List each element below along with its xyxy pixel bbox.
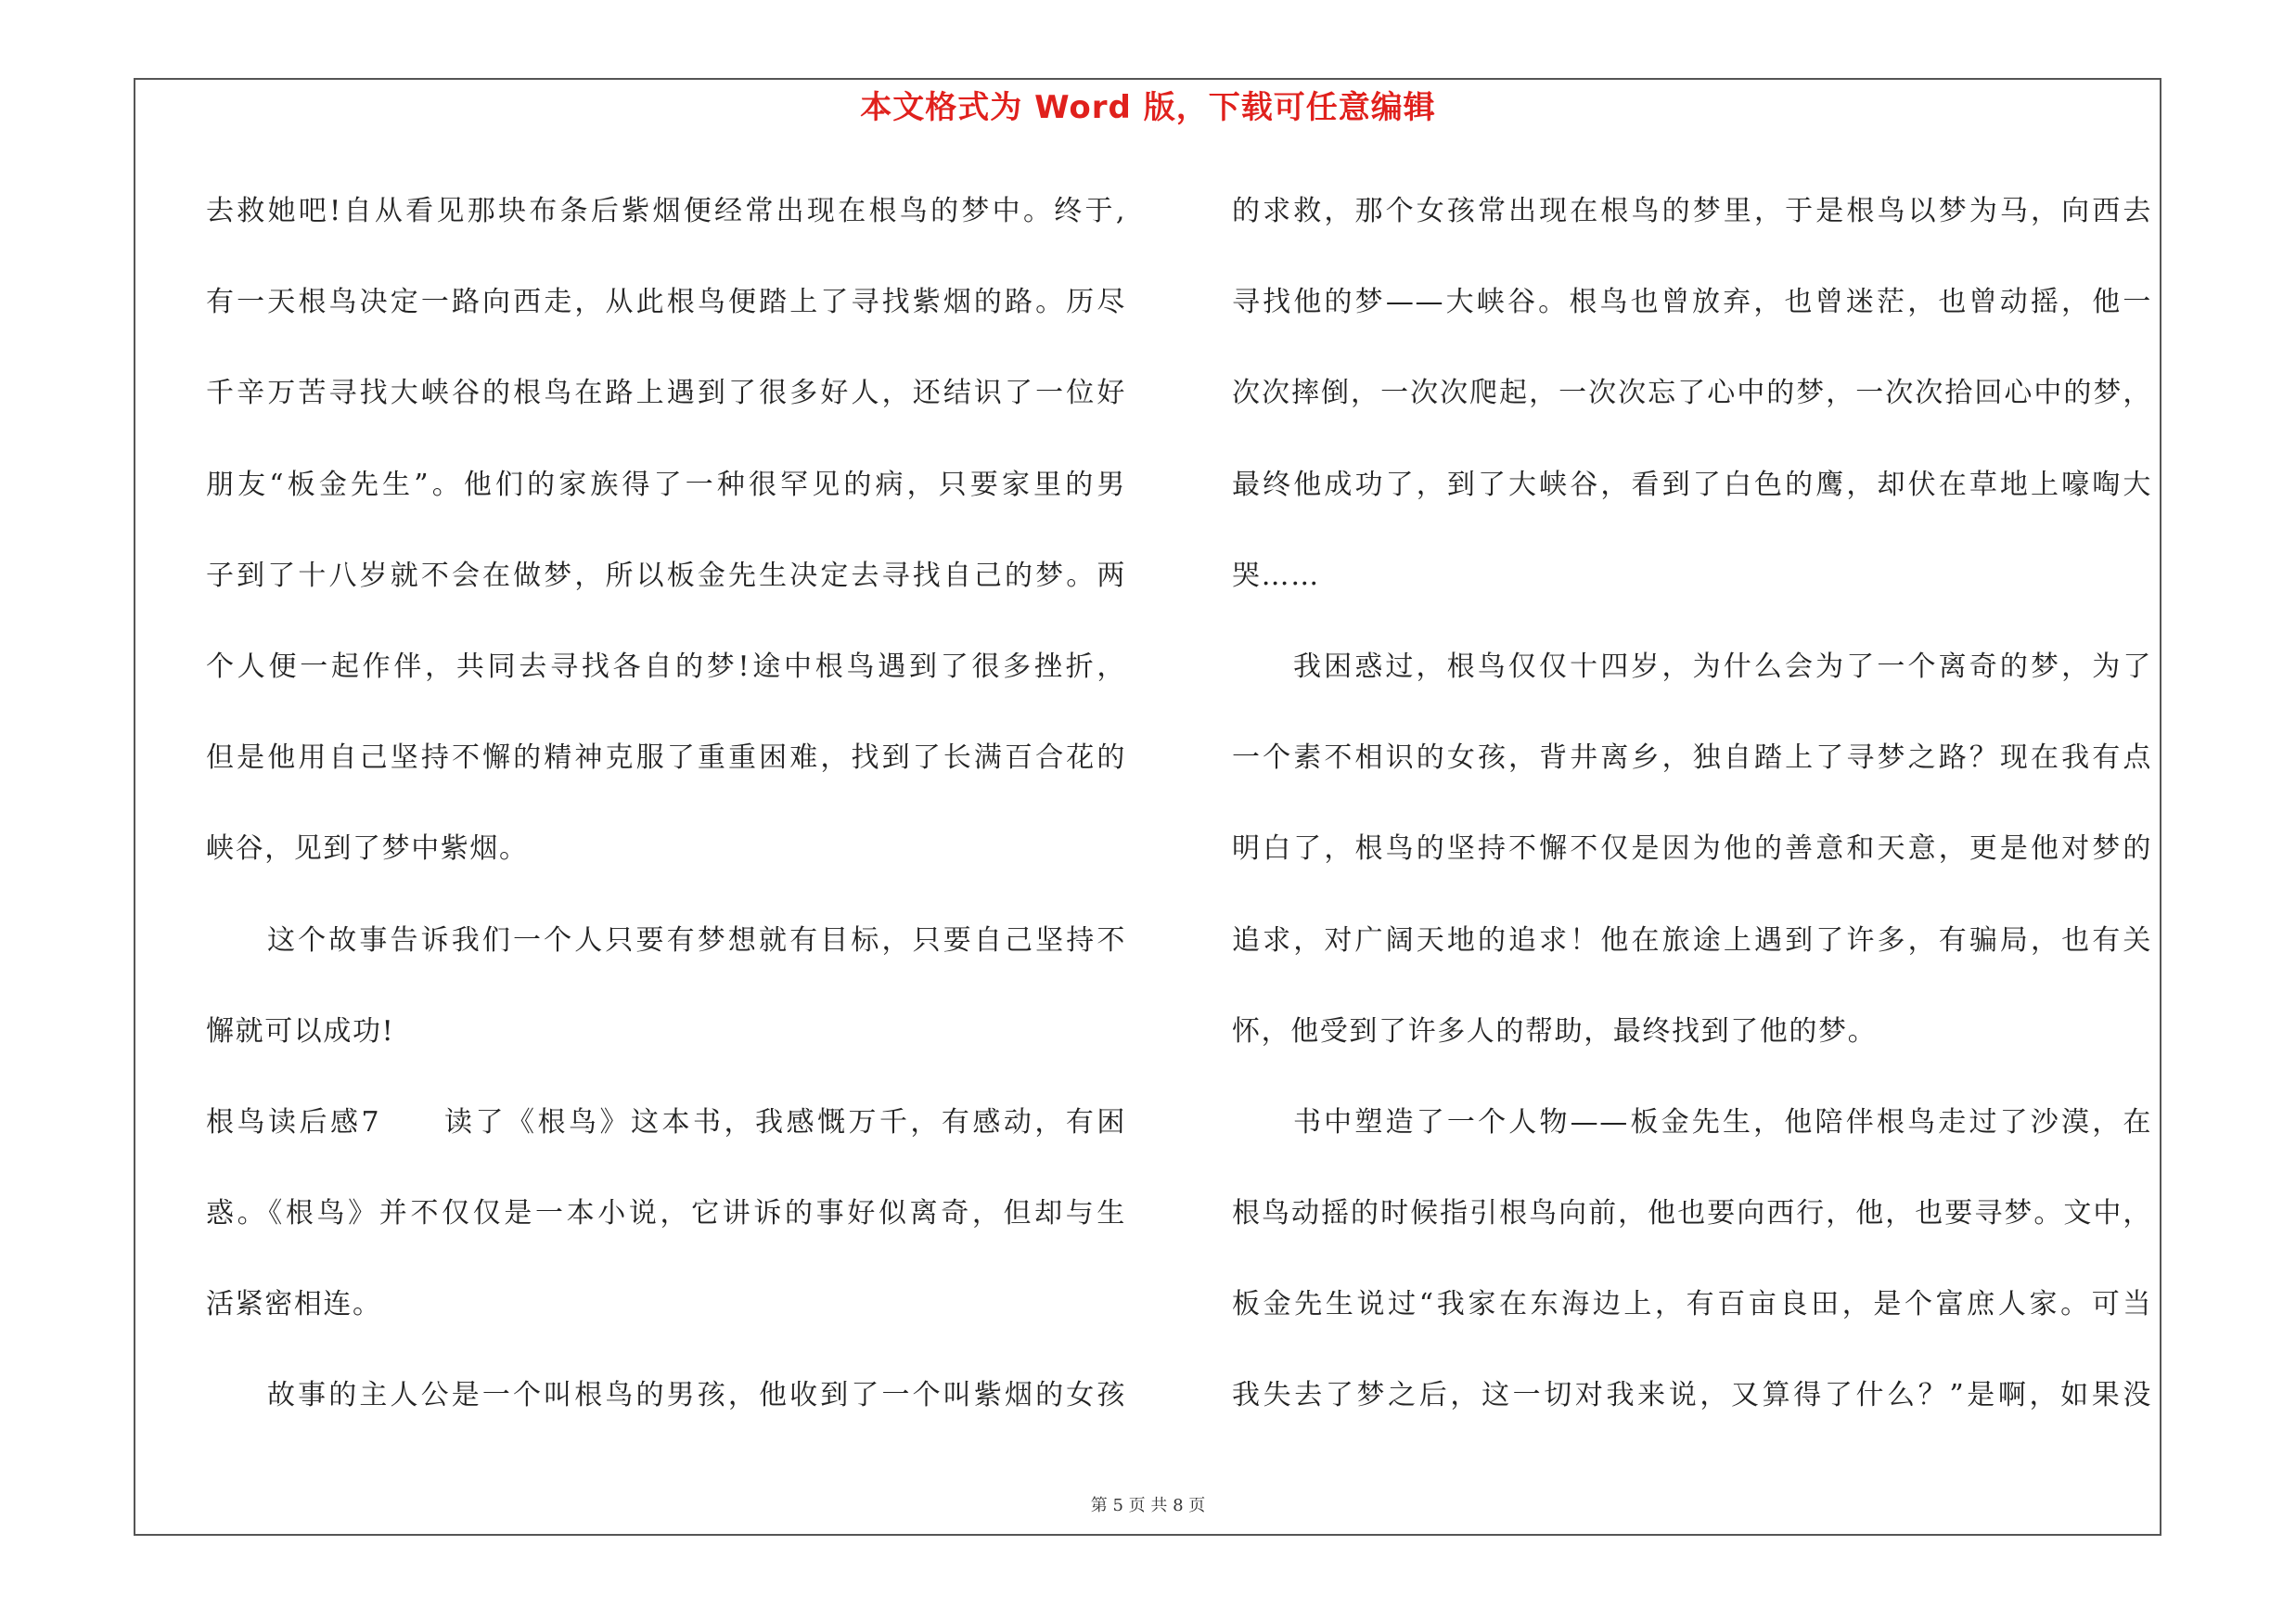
- left-text-column: [206, 182, 1126, 1458]
- text-line: 最终他成功了，到了大峡谷，看到了白色的鹰，却伏在草地上嚎啕大: [1232, 468, 2152, 501]
- text-line: 朋友“板金先生”。他们的家族得了一种很罕见的病，只要家里的男: [206, 468, 1126, 501]
- text-line: 明白了，根鸟的坚持不懈不仅是因为他的善意和天意，更是他对梦的: [1232, 832, 2152, 866]
- text-line: 寻找他的梦——大峡谷。根鸟也曾放弃，也曾迷茫，也曾动摇，他一: [1232, 286, 2152, 319]
- text-line: 根鸟动摇的时候指引根鸟向前，他也要向西行，他，也要寻梦。文中，: [1232, 1197, 2152, 1230]
- text-line: 峡谷，见到了梦中紫烟。: [206, 832, 529, 866]
- text-line: 哭……: [1232, 559, 1320, 592]
- text-line: 懈就可以成功!: [206, 1014, 395, 1048]
- text-line: 次次摔倒，一次次爬起，一次次忘了心中的梦，一次次拾回心中的梦，: [1232, 377, 2152, 410]
- text-line: 书中塑造了一个人物——板金先生，他陪伴根鸟走过了沙漠，在: [1293, 1105, 2152, 1139]
- text-line: 的求救，那个女孩常出现在根鸟的梦里，于是根鸟以梦为马，向西去: [1232, 195, 2152, 227]
- text-line: 我困惑过，根鸟仅仅十四岁，为什么会为了一个离奇的梦，为了: [1293, 650, 2152, 683]
- text-line: 去救她吧!自从看见那块布条后紫烟便经常出现在根鸟的梦中。终于,: [206, 195, 1126, 227]
- page-number-footer: 第 5 页 共 8 页: [1090, 1496, 1206, 1515]
- text-line: 根鸟读后感7 读了《根鸟》这本书，我感慨万千，有感动，有困: [206, 1105, 1126, 1139]
- text-line: 追求，对广阔天地的追求！他在旅途上遇到了许多，有骗局，也有关: [1232, 923, 2152, 957]
- right-text-column: [1232, 182, 2152, 1458]
- text-line: 千辛万苦寻找大峡谷的根鸟在路上遇到了很多好人，还结识了一位好: [206, 377, 1126, 410]
- text-line: 这个故事告诉我们一个人只要有梦想就有目标，只要自己坚持不: [267, 923, 1126, 957]
- format-banner: 本文格式为 Word 版，下载可任意编辑: [860, 89, 1436, 126]
- text-line: 有一天根鸟决定一路向西走，从此根鸟便踏上了寻找紫烟的路。历尽: [206, 286, 1126, 319]
- text-line: 我失去了梦之后，这一切对我来说，又算得了什么？”是啊，如果没: [1232, 1379, 2152, 1412]
- text-line: 活紧密相连。: [206, 1288, 382, 1321]
- text-line: 怀，他受到了许多人的帮助，最终找到了他的梦。: [1232, 1014, 1878, 1048]
- text-line: 板金先生说过“我家在东海边上，有百亩良田，是个富庶人家。可当: [1232, 1288, 2152, 1321]
- text-line: 但是他用自己坚持不懈的精神克服了重重困难，找到了长满百合花的: [206, 741, 1126, 775]
- text-line: 一个素不相识的女孩，背井离乡，独自踏上了寻梦之路？现在我有点: [1232, 741, 2152, 775]
- text-line: 惑。《根鸟》并不仅仅是一本小说，它讲诉的事好似离奇，但却与生: [206, 1197, 1126, 1230]
- text-line: 子到了十八岁就不会在做梦，所以板金先生决定去寻找自己的梦。两: [206, 559, 1126, 592]
- text-line: 故事的主人公是一个叫根鸟的男孩，他收到了一个叫紫烟的女孩: [267, 1379, 1126, 1412]
- text-line: 个人便一起作伴，共同去寻找各自的梦!途中根鸟遇到了很多挫折，: [206, 650, 1126, 683]
